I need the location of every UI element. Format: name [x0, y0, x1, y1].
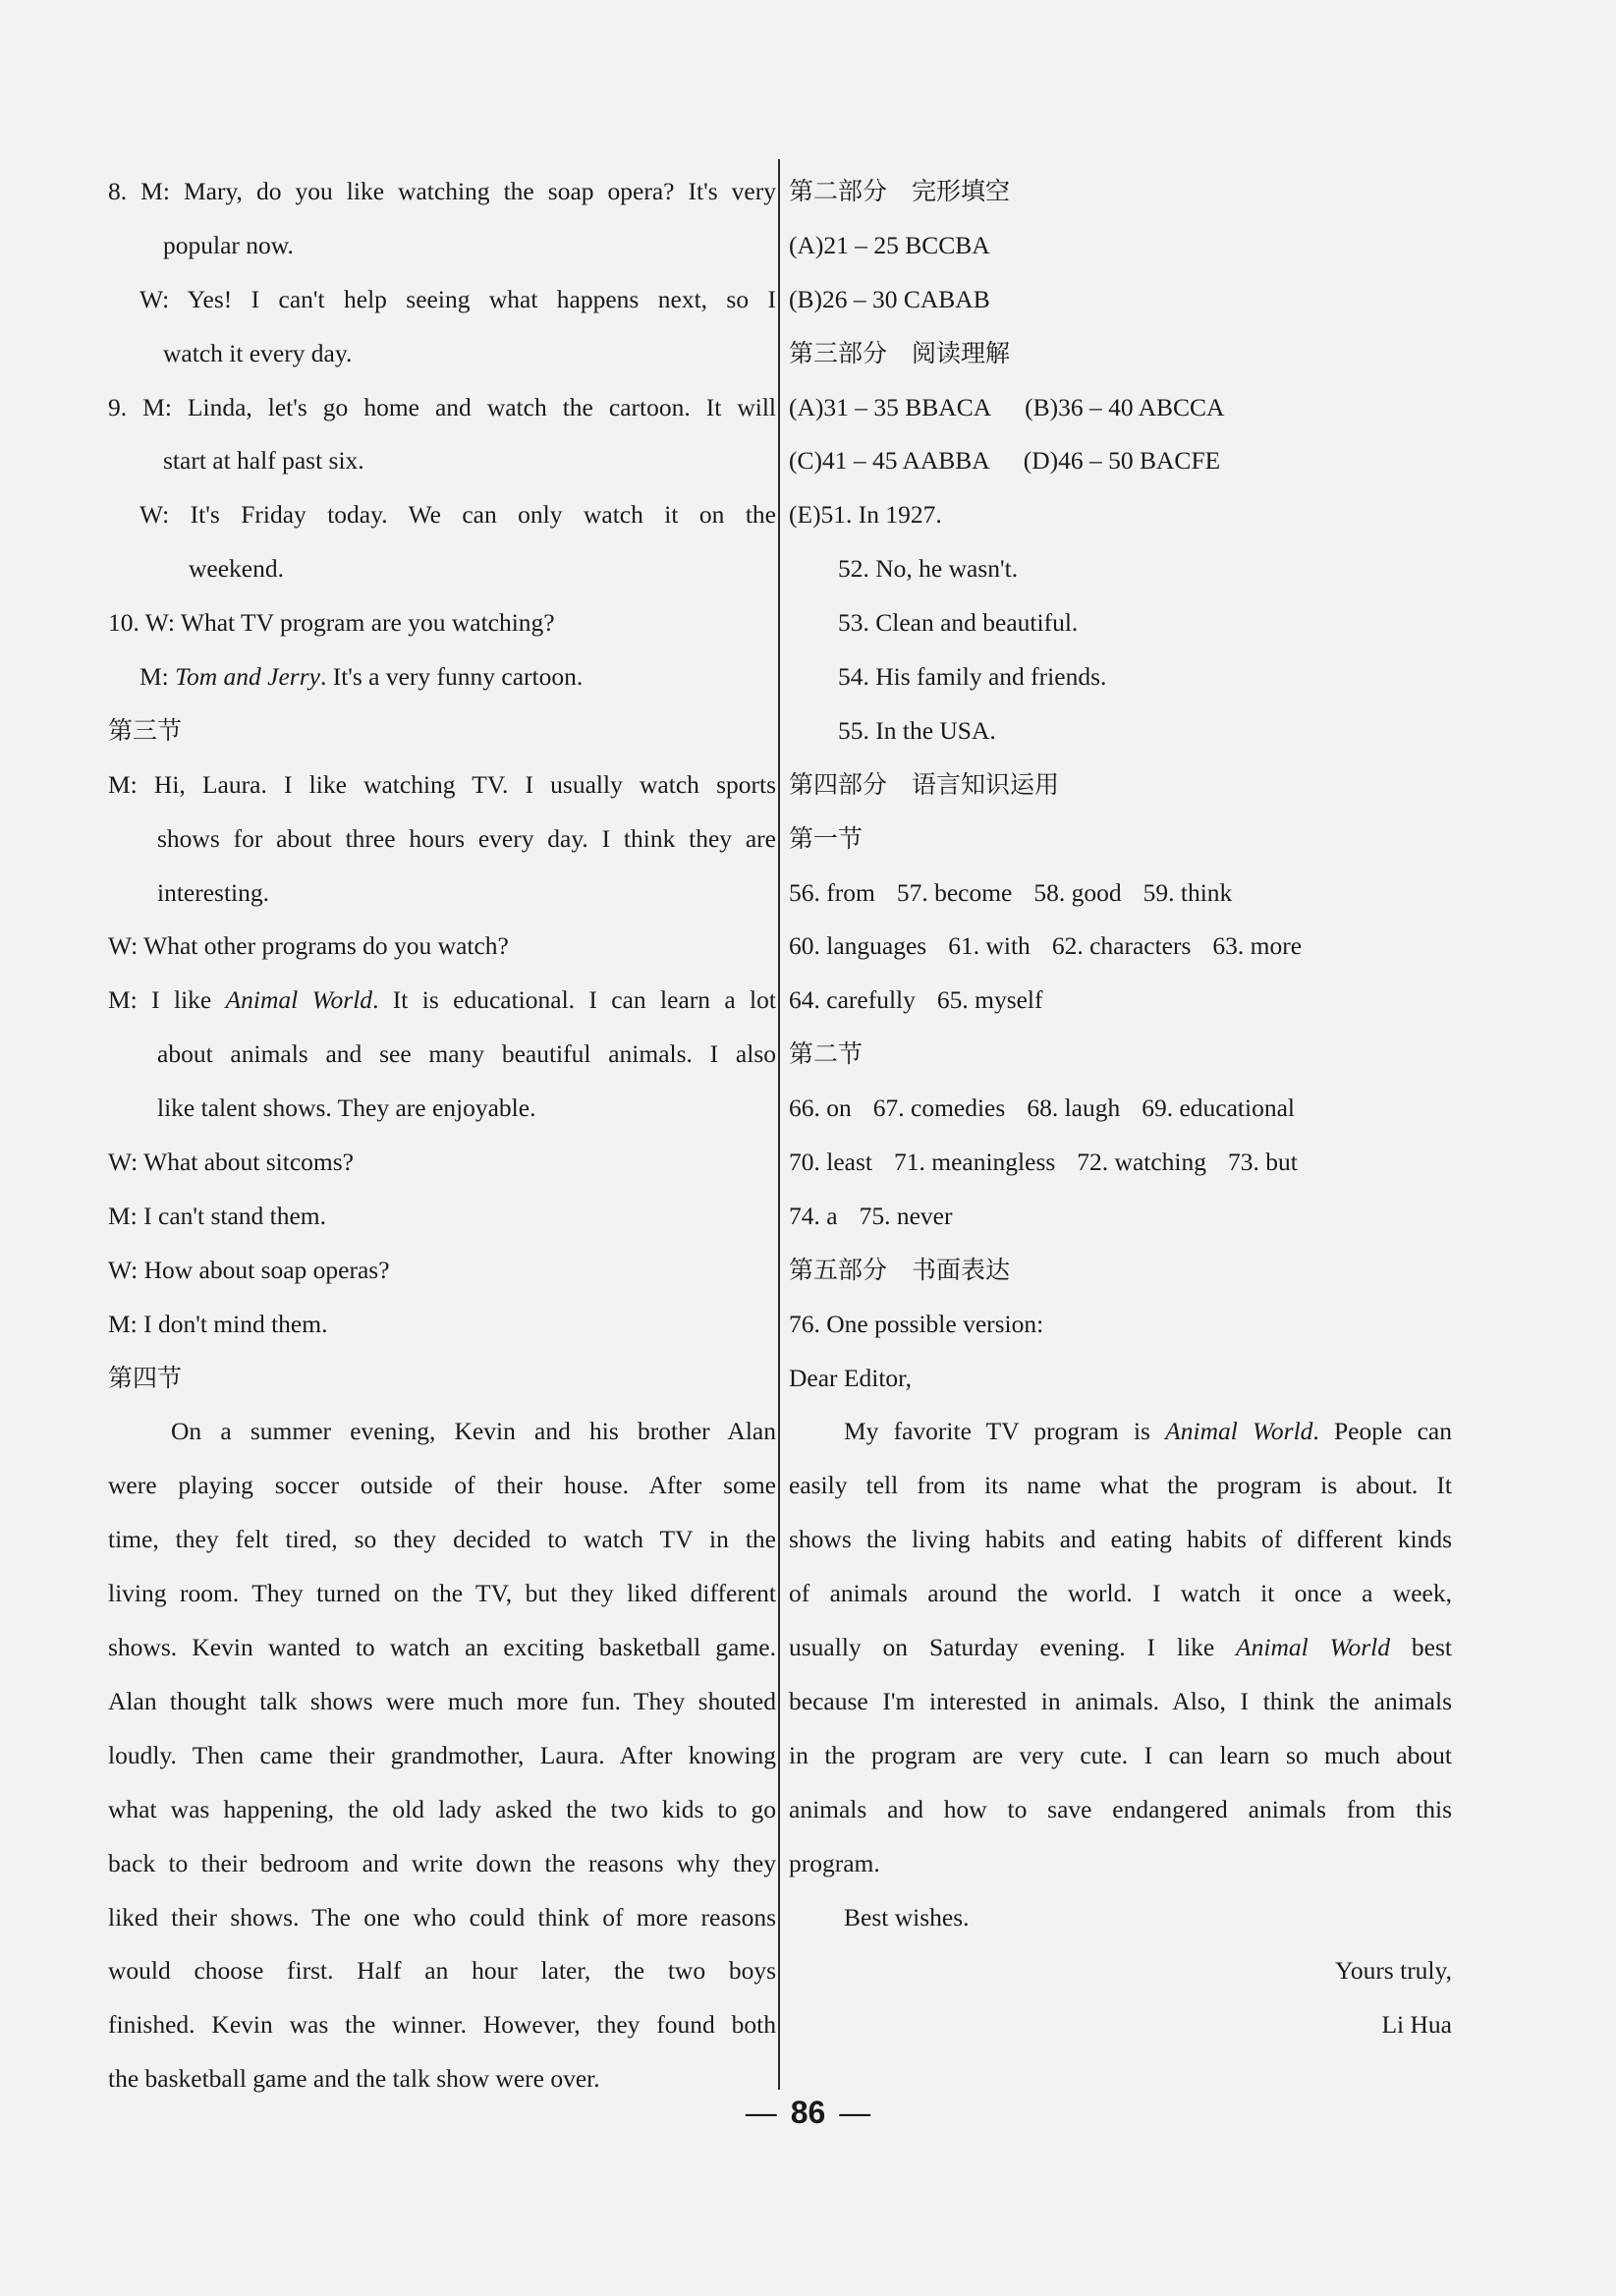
- section3-line5-title: Animal World: [225, 985, 373, 1015]
- part4-row5: [789, 1136, 1452, 1190]
- section4-line: back to their bedroom and write down the reasons why they: [108, 1848, 776, 1877]
- section3-title: 第三节: [108, 715, 183, 745]
- answer-item: 63. more: [1212, 931, 1303, 961]
- answer-item: 66. on: [789, 1093, 852, 1123]
- letter-signoff: Yours truly,: [1334, 1956, 1452, 1986]
- q9-m-line1: 9. M: Linda, let's go home and watch the cartoon. It will: [108, 392, 776, 421]
- answer-item: 61. with: [948, 931, 1031, 961]
- part4-row3: [789, 974, 1452, 1028]
- letter-line5-post: best: [1390, 1633, 1452, 1662]
- q8-w-line1: W: Yes! I can't help seeing what happens next, so I: [139, 284, 776, 313]
- section3-line5-pre: M: I like: [108, 985, 226, 1015]
- letter-line: easily tell from its name what the program is about. It: [789, 1471, 1452, 1500]
- section3-line8: W: What about sitcoms?: [108, 1148, 354, 1177]
- section3-line9: M: I can't stand them.: [108, 1201, 327, 1230]
- answer-item: 58. good: [1033, 877, 1122, 907]
- answer-item: 60. languages: [789, 931, 927, 961]
- letter-line5-title: Animal World: [1236, 1633, 1391, 1662]
- answer-item: 64. carefully: [789, 985, 916, 1015]
- letter-line1-post: . People can: [1312, 1417, 1452, 1446]
- section3-line11: M: I don't mind them.: [108, 1309, 328, 1338]
- column-divider: [778, 159, 780, 2090]
- section4-line: what was happening, the old lady asked the two kids to go: [108, 1794, 776, 1823]
- answer-item: 71. meaningless: [893, 1148, 1056, 1177]
- q10-w-line: 10. W: What TV program are you watching?: [108, 608, 555, 638]
- part3-title: 第三部分 阅读理解: [789, 338, 1011, 367]
- part4-row2: [789, 920, 1452, 974]
- letter-line: program.: [789, 1848, 880, 1877]
- part2-answers-b: (B)26 – 30 CABAB: [789, 284, 990, 313]
- letter-line: because I'm interested in animals. Also, I think the animals: [789, 1686, 1452, 1715]
- answer-item: 65. myself: [936, 985, 1043, 1015]
- part3-answer-52: 52. No, he wasn't.: [838, 554, 1019, 584]
- part2-title: 第二部分 完形填空: [789, 177, 1011, 205]
- section3-line7: like talent shows. They are enjoyable.: [157, 1093, 536, 1123]
- section3-line3: interesting.: [157, 877, 270, 907]
- section4-line: would choose first. Half an hour later, the two boys: [108, 1956, 776, 1986]
- section4-line: On a summer evening, Kevin and his brother Alan: [171, 1417, 776, 1446]
- answer-item: 74. a: [789, 1201, 838, 1230]
- letter-signature: Li Hua: [1381, 2010, 1452, 2040]
- section4-line: loudly. Then came their grandmother, Laura. After knowing: [108, 1740, 776, 1769]
- part3-answers-d: (D)46 – 50 BACFE: [1023, 446, 1221, 476]
- letter-line: [789, 1405, 1452, 1459]
- right-column: [789, 165, 1452, 2052]
- part3-answer-53: 53. Clean and beautiful.: [838, 608, 1079, 638]
- page-number: — 86 —: [745, 2095, 871, 2130]
- q9-w-line2: weekend.: [189, 554, 284, 584]
- part3-row-cd: [789, 434, 1452, 488]
- q9-w-line1: W: It's Friday today. We can only watch it on the: [139, 500, 776, 530]
- section4-line: time, they felt tired, so they decided to watch TV in the: [108, 1525, 776, 1554]
- answer-item: 73. but: [1228, 1148, 1298, 1177]
- q10-m-rest: . It's a very funny cartoon.: [319, 662, 584, 692]
- section3-line5-post: . It is educational. I can learn a lot: [372, 985, 776, 1015]
- section4-title: 第四节: [108, 1363, 183, 1392]
- part3-answer-54: 54. His family and friends.: [838, 662, 1107, 692]
- section4-line: shows. Kevin wanted to watch an exciting basketball game.: [108, 1633, 776, 1662]
- q10-m-line: [108, 650, 776, 704]
- letter-line: of animals around the world. I watch it once a week,: [789, 1579, 1452, 1608]
- part3-answers-b: (B)36 – 40 ABCCA: [1025, 392, 1225, 421]
- section3-line6: about animals and see many beautiful animals. I also: [157, 1039, 776, 1069]
- section4-line: living room. They turned on the TV, but they liked different: [108, 1579, 776, 1608]
- section4-line: Alan thought talk shows were much more fun. They shouted: [108, 1686, 776, 1715]
- answer-item: 69. educational: [1142, 1093, 1295, 1123]
- part4-section1-title: 第一节: [789, 823, 864, 853]
- left-column: [108, 165, 776, 2106]
- part2-answers-a: (A)21 – 25 BCCBA: [789, 230, 990, 259]
- part4-title: 第四部分 语言知识运用: [789, 769, 1060, 799]
- part3-answer-55: 55. In the USA.: [838, 715, 996, 745]
- answer-item: 70. least: [789, 1148, 872, 1177]
- q8-m-line1: 8. M: Mary, do you like watching the soap opera? It's very: [108, 177, 776, 205]
- answer-item: 62. characters: [1051, 931, 1192, 961]
- part3-row-ab: [789, 381, 1452, 435]
- q10-m-speaker: M:: [139, 662, 176, 692]
- q10-m-title: Tom and Jerry: [175, 662, 320, 692]
- part3-answers-c: (C)41 – 45 AABBA: [789, 446, 990, 476]
- letter-line: in the program are very cute. I can learn so much about: [789, 1740, 1452, 1769]
- letter-line1-pre: My favorite TV program is: [844, 1417, 1166, 1446]
- answer-item: 56. from: [789, 877, 875, 907]
- answer-item: 72. watching: [1077, 1148, 1207, 1177]
- page-number-value: 86: [790, 2095, 826, 2130]
- answer-item: 59. think: [1142, 877, 1233, 907]
- letter-line1-title: Animal World: [1165, 1417, 1313, 1446]
- q9-m-line2: start at half past six.: [163, 446, 364, 476]
- answer-item: 67. comedies: [872, 1093, 1006, 1123]
- letter-line: animals and how to save endangered animals from this: [789, 1794, 1452, 1823]
- section4-line: were playing soccer outside of their house. After some: [108, 1471, 776, 1500]
- answer-item: 68. laugh: [1027, 1093, 1121, 1123]
- part4-section2-title: 第二节: [789, 1039, 864, 1069]
- section3-line10: W: How about soap operas?: [108, 1255, 390, 1284]
- answer-item: 57. become: [896, 877, 1013, 907]
- part3-answers-a: (A)31 – 35 BBACA: [789, 392, 992, 421]
- section3-line5: [108, 974, 776, 1028]
- section4-line: liked their shows. The one who could think of more reasons: [108, 1902, 776, 1932]
- part4-row1: [789, 867, 1452, 921]
- section4-line: finished. Kevin was the winner. However, they found both: [108, 2010, 776, 2040]
- answer-item: 75. never: [859, 1201, 953, 1230]
- q8-w-line2: watch it every day.: [163, 338, 353, 367]
- letter-line5-pre: usually on Saturday evening. I like: [789, 1633, 1237, 1662]
- letter-salutation: Dear Editor,: [789, 1363, 913, 1392]
- section3-line4: W: What other programs do you watch?: [108, 931, 509, 961]
- letter-line: shows the living habits and eating habits of different kinds: [789, 1525, 1452, 1554]
- section3-line2: shows for about three hours every day. I think they are: [157, 823, 776, 853]
- part5-intro: 76. One possible version:: [789, 1309, 1044, 1338]
- part4-row6: [789, 1190, 1452, 1244]
- part5-title: 第五部分 书面表达: [789, 1255, 1011, 1284]
- letter-closing: Best wishes.: [844, 1902, 970, 1932]
- part4-row4: [789, 1082, 1452, 1136]
- part3-answer-51: (E)51. In 1927.: [789, 500, 942, 530]
- section3-line1: M: Hi, Laura. I like watching TV. I usually watch sports: [108, 769, 776, 799]
- letter-line: [789, 1621, 1452, 1675]
- section4-line: the basketball game and the talk show were over.: [108, 2064, 600, 2094]
- q8-m-line2: popular now.: [163, 230, 294, 259]
